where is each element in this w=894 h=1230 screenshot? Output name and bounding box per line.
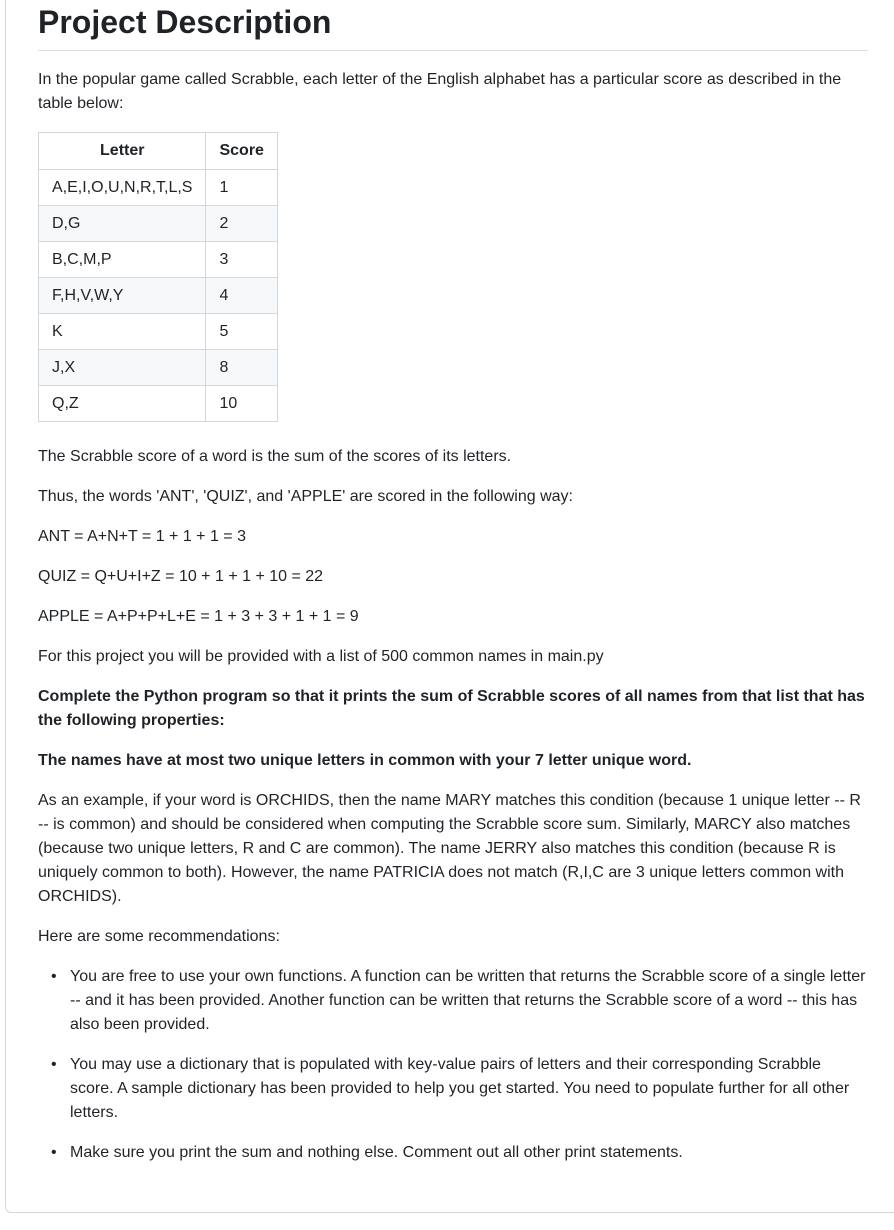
table-cell-letter: Q,Z	[39, 386, 206, 422]
table-row	[39, 350, 278, 386]
table-row	[39, 242, 278, 278]
table-row	[39, 206, 278, 242]
list-item	[38, 965, 868, 1037]
examples-intro-paragraph: Thus, the words 'ANT', 'QUIZ', and 'APPLE' are scored in the following way:	[38, 488, 573, 505]
list-item-text: Make sure you print the sum and nothing else. Comment out all other print statements.	[70, 1144, 683, 1161]
condition-text: The names have at most two unique letters in common with your 7 letter unique word.	[38, 752, 692, 769]
example-paragraph: As an example, if your word is ORCHIDS, then the name MARY matches this condition (because 1 unique letter -- R -- is common) and should be considered when computing the Scrabble score sum. Similarly, MARCY also matches (because two unique letters, R and C are common). The name JERRY also matches this condition (because R is uniquely common to both). However, the name PATRICIA does not match (R,I,C are 3 unique letters common with ORCHIDS).	[38, 792, 861, 905]
table-cell-letter: B,C,M,P	[39, 242, 206, 278]
table-cell-score: 5	[206, 314, 277, 350]
task-text: Complete the Python program so that it prints the sum of Scrabble scores of all names from that list that has the following properties:	[38, 688, 865, 729]
title-divider	[38, 50, 868, 51]
list-item-text: You are free to use your own functions. A function can be written that returns the Scrabble score of a single letter -- and it has been provided. Another function can be written that returns the Scrabble score of a word -- this has also been provided.	[70, 968, 866, 1033]
table-cell-letter: J,X	[39, 350, 206, 386]
table-cell-score: 2	[206, 206, 277, 242]
recommendations-intro: Here are some recommendations:	[38, 928, 280, 945]
names-note-paragraph: For this project you will be provided with a list of 500 common names in main.py	[38, 648, 604, 665]
page-title: Project Description	[38, 4, 332, 40]
table-cell-score: 3	[206, 242, 277, 278]
table-header-score: Score	[206, 133, 277, 170]
recommendations-list	[38, 965, 868, 1181]
example-ant: ANT = A+N+T = 1 + 1 + 1 = 3	[38, 528, 246, 545]
list-item	[38, 1141, 868, 1165]
table-cell-score: 8	[206, 350, 277, 386]
table-cell-letter: A,E,I,O,U,N,R,T,L,S	[39, 170, 206, 206]
example-apple: APPLE = A+P+P+L+E = 1 + 3 + 3 + 1 + 1 = 9	[38, 608, 359, 625]
table-row	[39, 278, 278, 314]
condition-paragraph	[38, 749, 868, 773]
example-quiz: QUIZ = Q+U+I+Z = 10 + 1 + 1 + 10 = 22	[38, 568, 324, 585]
table-row	[39, 170, 278, 206]
task-paragraph	[38, 685, 868, 733]
list-item-text: You may use a dictionary that is populated with key-value pairs of letters and their corresponding Scrabble score. A sample dictionary has been provided to help you get started. You need to populate further for all other letters.	[70, 1056, 850, 1121]
table-header-letter: Letter	[39, 133, 206, 170]
table-cell-letter: D,G	[39, 206, 206, 242]
table-row	[39, 314, 278, 350]
table-cell-score: 4	[206, 278, 277, 314]
bullet-icon: •	[51, 1056, 57, 1073]
intro-paragraph: In the popular game called Scrabble, each letter of the English alphabet has a particular score as described in the table below:	[38, 71, 842, 112]
table-cell-letter: F,H,V,W,Y	[39, 278, 206, 314]
table-cell-score: 10	[206, 386, 277, 422]
list-item	[38, 1053, 868, 1125]
table-row	[39, 386, 278, 422]
score-table	[38, 132, 278, 422]
sum-rule-paragraph: The Scrabble score of a word is the sum of the scores of its letters.	[38, 448, 512, 465]
bullet-icon: •	[51, 968, 57, 985]
table-cell-score: 1	[206, 170, 277, 206]
table-cell-letter: K	[39, 314, 206, 350]
bullet-icon: •	[51, 1144, 57, 1161]
table-header-row	[39, 133, 278, 170]
